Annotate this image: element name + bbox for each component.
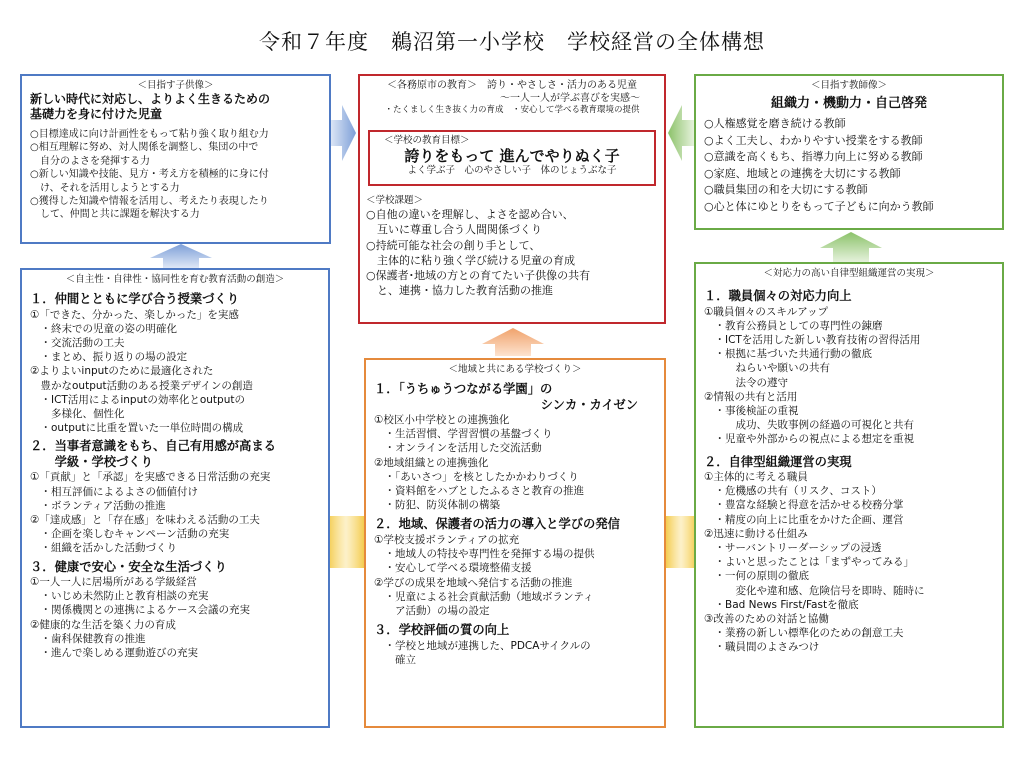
organization-management-caption: ＜対応力の高い自律型組織運営の実現＞ <box>763 268 935 279</box>
target-child-line: 自分のよさを発揮する力 <box>30 155 150 167</box>
org-line: ・一何の原則の徹底 <box>704 570 809 583</box>
target-teacher-box <box>694 74 1004 230</box>
activity-line: ・組織を活かした活動づくり <box>30 542 177 555</box>
activity-line: ・相互評価によるよさの価値付け <box>30 485 198 498</box>
community-school-caption: ＜地域と共にある学校づくり＞ <box>448 364 582 375</box>
community-line: ①校区小中学校との連携強化 <box>374 414 510 426</box>
target-teacher-line: ○心と体にゆとりをもって子どもに向かう教師 <box>704 199 934 213</box>
target-child-line: け、それを活用しようとする力 <box>30 182 180 194</box>
activity-line: 多様化、個性化 <box>30 407 125 420</box>
org-line: ・業務の新しい標準化のための創意工夫 <box>704 627 904 640</box>
activity-line: 豊かなoutput活動のある授業デザインの創造 <box>30 379 253 392</box>
community-line: ・オンラインを活用した交流活動 <box>374 442 542 455</box>
org-line: ・精度の向上に比重をかけた企画、運営 <box>704 513 904 526</box>
city-education-subtitle: ～一人一人が学ぶ喜びを実感～ <box>500 93 640 104</box>
target-child-line: ○相互理解に努め、対人関係を調整し、集団の中で <box>30 142 259 154</box>
arrow-up-center-icon <box>482 328 544 356</box>
target-teacher-heading: 組織力・機動力・自己啓発 <box>770 96 927 111</box>
activity-line: ②「達成感」と「存在感」を味わえる活動の工夫 <box>30 513 260 526</box>
school-issue-line: ○自他の違いを理解し、よさを認め合い、 <box>366 208 574 221</box>
link-band-left <box>328 516 364 568</box>
target-child-caption: ＜目指す子供像＞ <box>137 80 214 91</box>
school-issue-line: ○持続可能な社会の創り手として、 <box>366 238 541 252</box>
org-line: ・危機感の共有（リスク、コスト） <box>704 485 882 498</box>
school-issue-line: と、連携・協力した教育活動の推進 <box>366 284 553 298</box>
education-goal-main: 誇りをもって 進んでやりぬく子 <box>404 147 620 165</box>
community-line: ア活動）の場の設定 <box>374 604 490 617</box>
section-heading: １．仲間とともに学び合う授業づくり <box>30 292 240 306</box>
community-line: ・学校と地域が連携した、PDCAサイクルの <box>374 639 591 652</box>
org-line: ・豊富な経験と得意を活かせる校務分掌 <box>704 499 904 512</box>
arrow-up-left-icon <box>150 244 212 268</box>
activity-line: ・企画を楽しむキャンペーン活動の充実 <box>30 528 230 541</box>
activity-line: ・まとめ、振り返りの場の設定 <box>30 351 188 364</box>
org-line: ・根拠に基づいた共通行動の徹底 <box>704 348 872 361</box>
organization-management-box <box>694 262 1004 728</box>
activity-line: ・交流活動の工夫 <box>30 336 125 349</box>
org-line: ・Bad News First/Fastを徹底 <box>704 598 859 611</box>
org-line: ・よいと思ったことは「まずやってみる」 <box>704 556 914 569</box>
target-teacher-line: ○家庭、地域との連携を大切にする教師 <box>704 166 901 180</box>
community-line: ・生活習慣、学習習慣の基盤づくり <box>374 428 553 441</box>
activity-line: ・関係機関との連携によるケース会議の充実 <box>30 604 250 617</box>
community-line: ・「あいさつ」を核としたかかわりづくり <box>374 470 579 483</box>
education-activities-box <box>20 268 330 728</box>
community-line: ②学びの成果を地域へ発信する活動の推進 <box>374 576 573 589</box>
org-line: ②迅速に動ける仕組み <box>704 527 808 540</box>
target-child-heading-2: 基礎力を身に付けた児童 <box>30 107 163 121</box>
section-heading: １．職員個々の対応力向上 <box>704 289 852 303</box>
section-heading: シンカ・カイゼン <box>540 397 638 412</box>
target-child-line: ○新しい知識や技能、見方・考え方を積極的に身に付 <box>30 169 269 181</box>
education-activities-caption: ＜自主性・自律性・協同性を育む教育活動の創造＞ <box>65 274 285 285</box>
link-band-right <box>666 516 696 568</box>
target-child-box <box>20 74 331 244</box>
target-child-line: ○目標達成に向け計画性をもって粘り強く取り組む力 <box>30 129 269 140</box>
org-line: 変化や違和感、危険信号を即時、随時に <box>704 584 925 597</box>
target-teacher-line: ○よく工夫し、わかりやすい授業をする教師 <box>704 133 923 147</box>
org-line: ②情報の共有と活用 <box>704 390 798 403</box>
target-child-line: ○獲得した知識や情報を活用し、考えたり表現したり <box>30 196 269 208</box>
education-goal-sub: よく学ぶ子 心のやさしい子 体のじょうぶな子 <box>407 165 617 176</box>
org-line: ・ICTを活用した新しい教育技術の習得活用 <box>704 333 921 346</box>
activity-line: ・ICT活用によるinputの効率化とoutputの <box>30 393 245 406</box>
section-heading: １．「うちゅうつながる学園」の <box>374 382 553 396</box>
target-teacher-line: ○職員集団の和を大切にする教師 <box>704 183 868 196</box>
activity-line: ②健康的な生活を築く力の育成 <box>30 618 176 631</box>
org-line: ・職員間のよさみつけ <box>704 641 820 654</box>
school-goal-box <box>358 74 666 324</box>
education-goal-box <box>368 130 656 186</box>
city-education-caption: ＜各務原市の教育＞ 誇り・やさしさ・活力のある児童 <box>387 80 637 91</box>
org-line: 成功、失敗事例の経過の可視化と共有 <box>704 419 914 432</box>
target-teacher-line: ○意識を高くもち、指導力向上に努める教師 <box>704 150 923 163</box>
community-line: 確立 <box>374 653 416 666</box>
arrow-left-icon <box>668 105 694 161</box>
education-goal-caption: ＜学校の教育目標＞ <box>384 135 470 146</box>
section-heading: ２．当事者意識をもち、自己有用感が高まる <box>30 439 276 454</box>
section-heading: 学級・学校づくり <box>30 454 153 469</box>
community-school-box <box>364 358 666 728</box>
community-line: ②地域組織との連携強化 <box>374 456 489 469</box>
org-line: ・事後検証の重視 <box>704 404 799 417</box>
arrow-up-right-icon <box>820 232 882 262</box>
activity-line: ①「貢献」と「承認」を実感できる日常活動の充実 <box>30 471 271 484</box>
target-child-heading-1: 新しい時代に対応し、よりよく生きるための <box>30 92 271 106</box>
activity-line: ②よりよいinputのために最適化された <box>30 365 214 378</box>
school-issue-line: 主体的に粘り強く学び続ける児童の育成 <box>366 253 575 267</box>
arrow-right-icon <box>330 105 356 161</box>
activity-line: ・歯科保健教育の推進 <box>30 632 146 645</box>
community-line: ・地域人の特技や専門性を発揮する場の提供 <box>374 548 595 561</box>
org-line: ③改善のための対話と協働 <box>704 613 829 626</box>
org-line: ・教育公務員としての専門性の錬磨 <box>704 319 883 332</box>
section-heading: ２．自律型組織運営の実現 <box>704 454 852 469</box>
section-heading: ３．学校評価の質の向上 <box>374 623 510 638</box>
school-issues-caption: ＜学校課題＞ <box>366 195 424 206</box>
activity-line: ・ボランティア活動の推進 <box>30 499 166 512</box>
section-heading: ３．健康で安心・安全な生活づくり <box>30 559 227 574</box>
target-child-line: して、仲間と共に課題を解決する力 <box>30 209 200 221</box>
page-title: 令和７年度 鵜沼第一小学校 学校経営の全体構想 <box>259 30 765 54</box>
activity-line: ・outputに比重を置いた一単位時間の構成 <box>30 422 244 435</box>
school-issue-line: ○保護者･地域の方との育てたい子供像の共有 <box>366 269 591 283</box>
community-line: ・安心して学べる環境整備支援 <box>374 562 532 575</box>
org-line: ・児童や外部からの視点による想定を重視 <box>704 433 914 446</box>
activity-line: ・進んで楽しめる運動遊びの充実 <box>30 647 198 660</box>
community-line: ①学校支援ボランティアの拡充 <box>374 533 520 546</box>
activity-line: ・終末での児童の姿の明確化 <box>30 322 177 335</box>
community-line: ・児童による社会貢献活動（地域ボランティ <box>374 590 594 603</box>
community-line: ・資料館をハブとしたふるさと教育の推進 <box>374 485 584 498</box>
activity-line: ①「できた、分かった、楽しかった」を実感 <box>30 308 239 321</box>
activity-line: ①一人一人に居場所がある学級経営 <box>30 576 197 589</box>
org-line: ・サーバントリーダーシップの浸透 <box>704 542 882 555</box>
org-line: ①職員個々のスキルアップ <box>704 305 829 318</box>
section-heading: ２．地域、保護者の活力の導入と学びの発信 <box>374 517 620 532</box>
school-issue-line: 互いに尊重し合う人間関係づくり <box>366 223 542 237</box>
org-line: ①主体的に考える職員 <box>704 471 808 484</box>
target-teacher-caption: ＜目指す教師像＞ <box>810 80 887 91</box>
community-line: ・防犯、防災体制の構築 <box>374 499 500 512</box>
city-education-policy: ・たくましく生き抜く力の育成 ・安心して学べる教育環境の提供 <box>384 105 640 115</box>
org-line: 法令の遵守 <box>704 376 788 389</box>
org-line: ねらいや願いの共有 <box>704 362 830 375</box>
activity-line: ・いじめ未然防止と教育相談の充実 <box>30 590 209 603</box>
target-teacher-line: ○人権感覚を磨き続ける教師 <box>704 117 846 130</box>
